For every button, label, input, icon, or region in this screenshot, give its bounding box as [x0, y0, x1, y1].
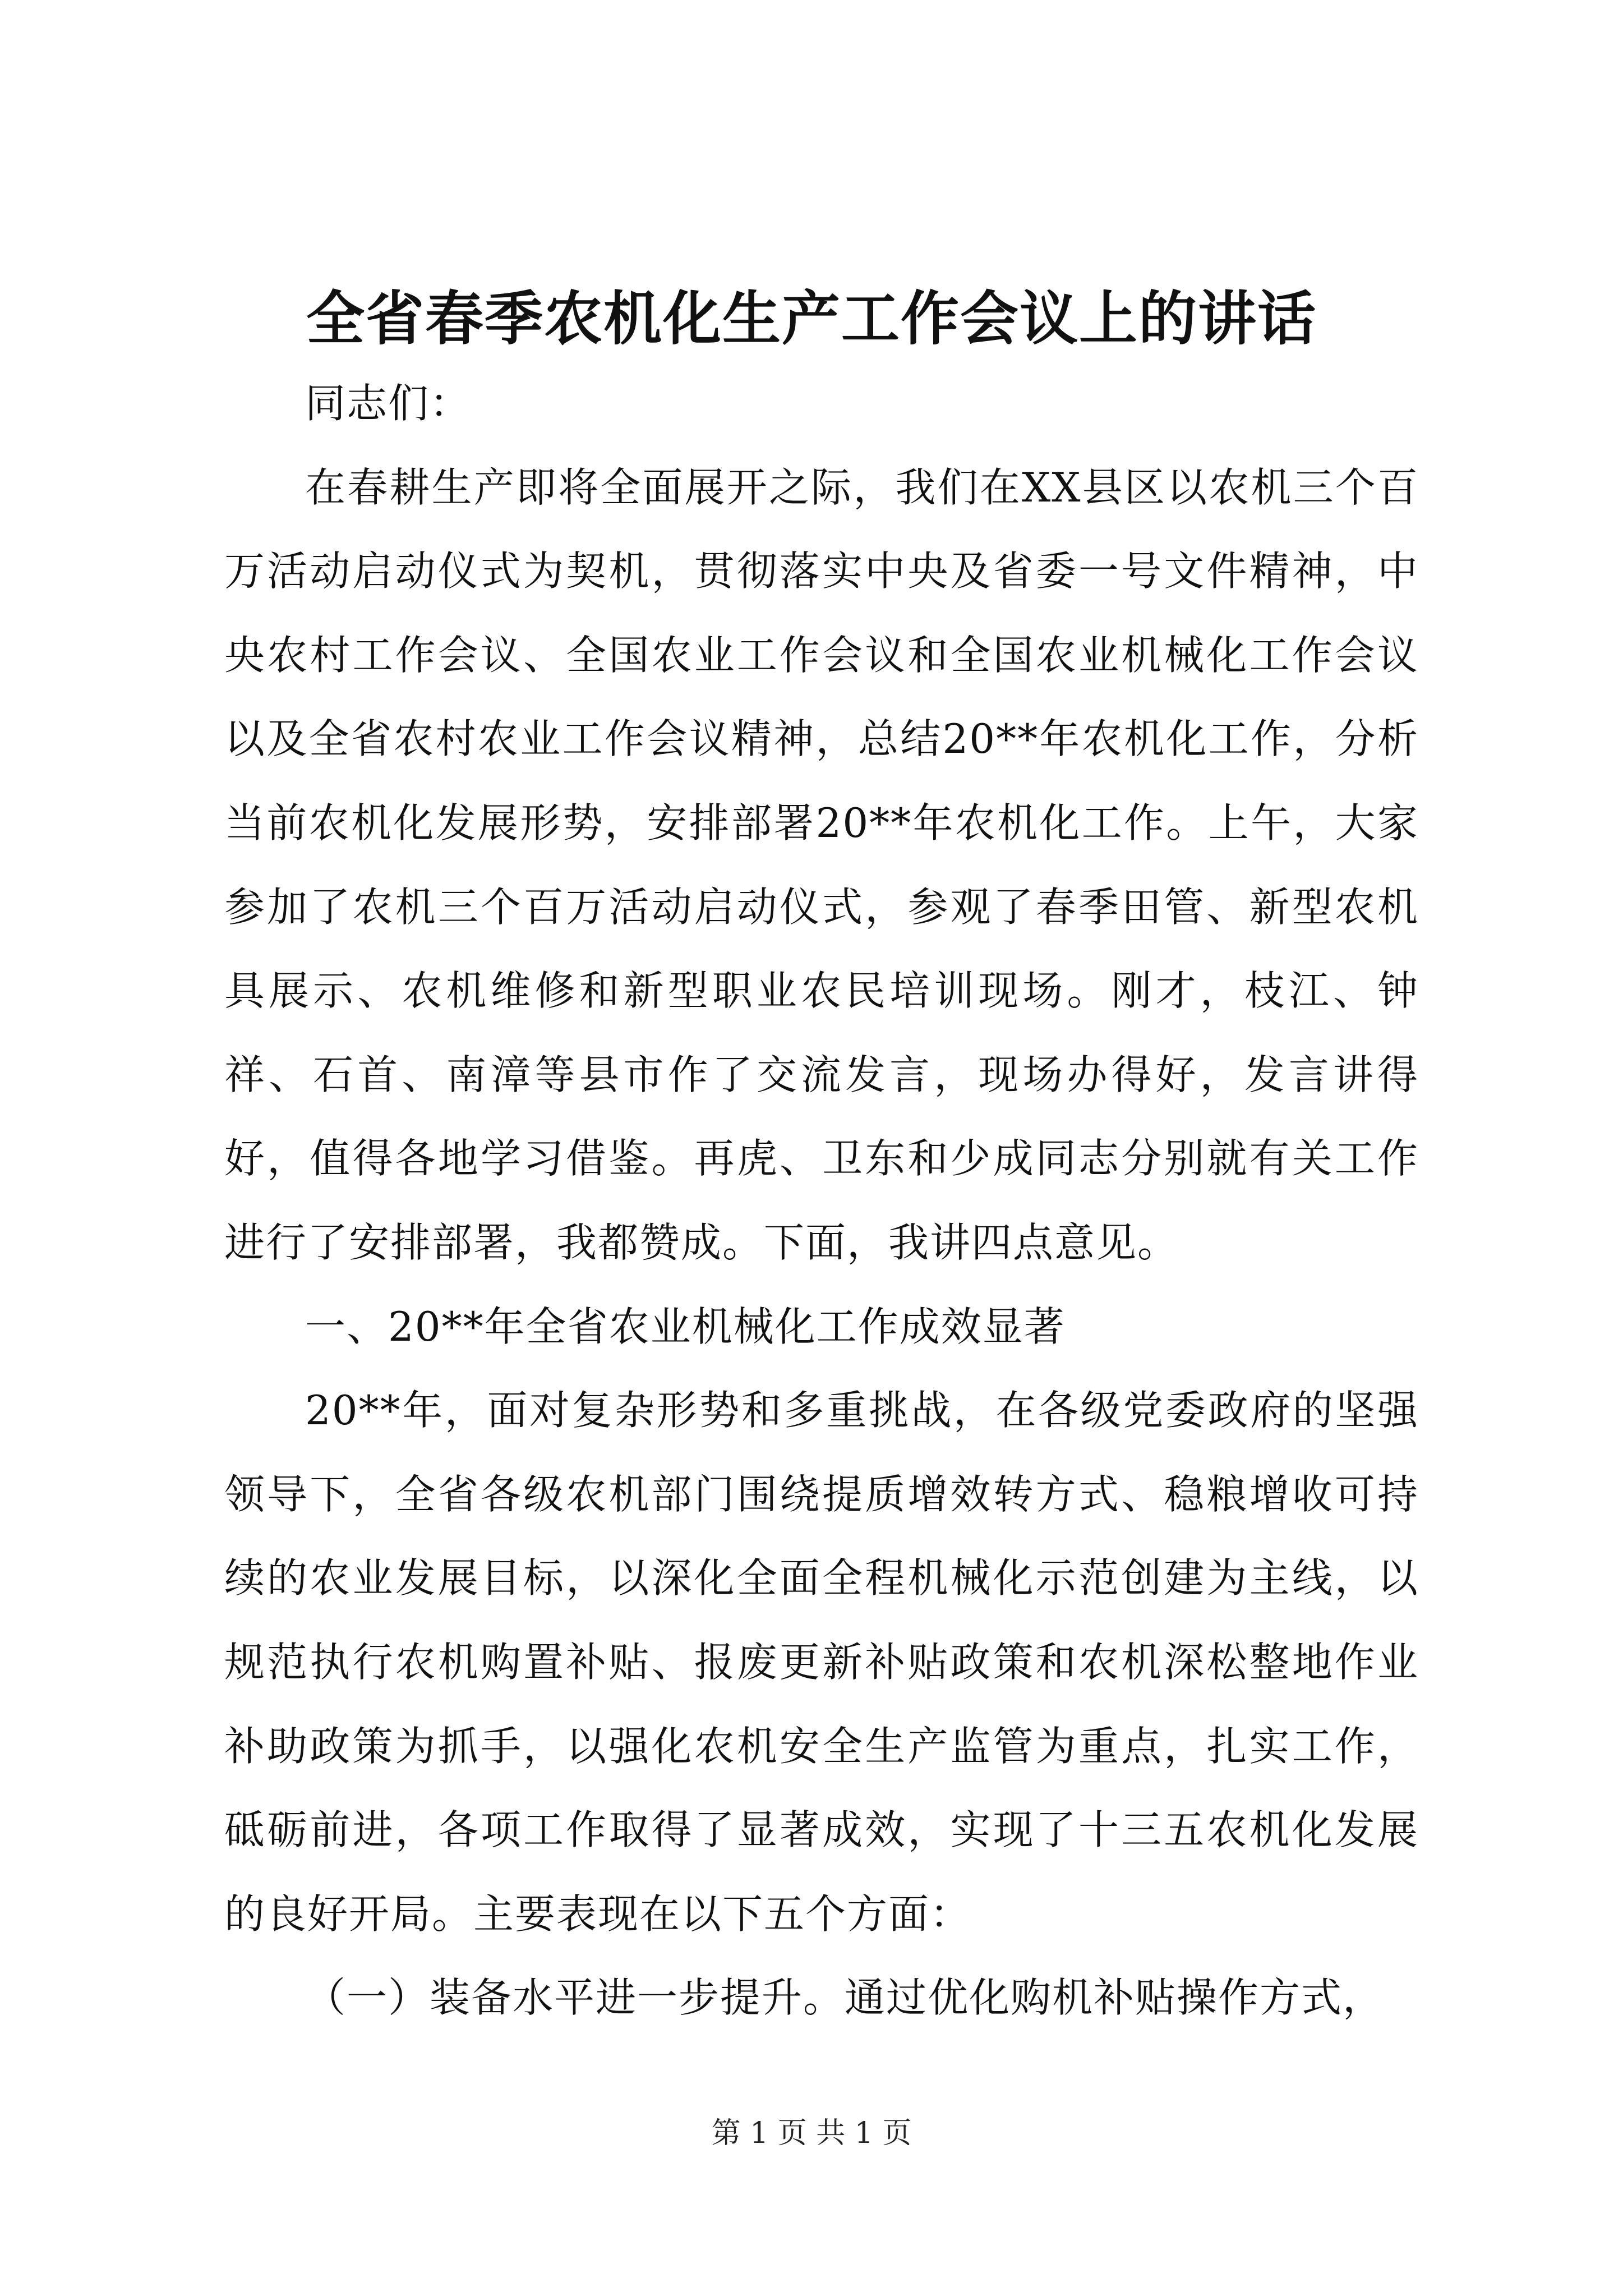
section-heading-1: 一、20**年全省农业机械化工作成效显著 [305, 1303, 1066, 1350]
document-body [224, 362, 1419, 2040]
page-footer: 第 1 页 共 1 页 [711, 2116, 912, 2150]
paragraph-intro: 在春耕生产即将全面展开之际，我们在XX县区以农机三个百万活动启动仪式为契机，贯彻落实中央及省委一号文件精神，中央农村工作会议、全国农业工作会议和全国农业机械化工作会议以及全省农村农业工作会议精神，总结20**年农机化工作，分析当前农机化发展形势，安排部署20**年农机化工作。上午，大家参加了农机三个百万活动启动仪式，参观了春季田管、新型农机具展示、农机维修和新型职业农民培训现场。刚才，枝江、钟祥、石首、南漳等县市作了交流发言，现场办得好，发言讲得好，值得各地学习借鉴。再虎、卫东和少成同志分别就有关工作进行了安排部署，我都赞成。下面，我讲四点意见。 [224, 463, 1419, 1266]
paragraph-achievements: 20**年，面对复杂形势和多重挑战，在各级党委政府的坚强领导下，全省各级农机部门围绕提质增效转方式、稳粮增收可持续的农业发展目标，以深化全面全程机械化示范创建为主线，以规范执行农机购置补贴、报废更新补贴政策和农机深松整地作业补助政策为抓手，以强化农机安全生产监管为重点，扎实工作，砥砺前进，各项工作取得了显著成效，实现了十三五农机化发展的良好开局。主要表现在以下五个方面： [224, 1387, 1419, 1938]
document-title: 全省春季农机化生产工作会议上的讲话 [306, 284, 1317, 353]
paragraph-subsection-1: （一）装备水平进一步提升。通过优化购机补贴操作方式， [305, 1974, 1385, 2022]
salutation: 同志们： [305, 380, 472, 427]
